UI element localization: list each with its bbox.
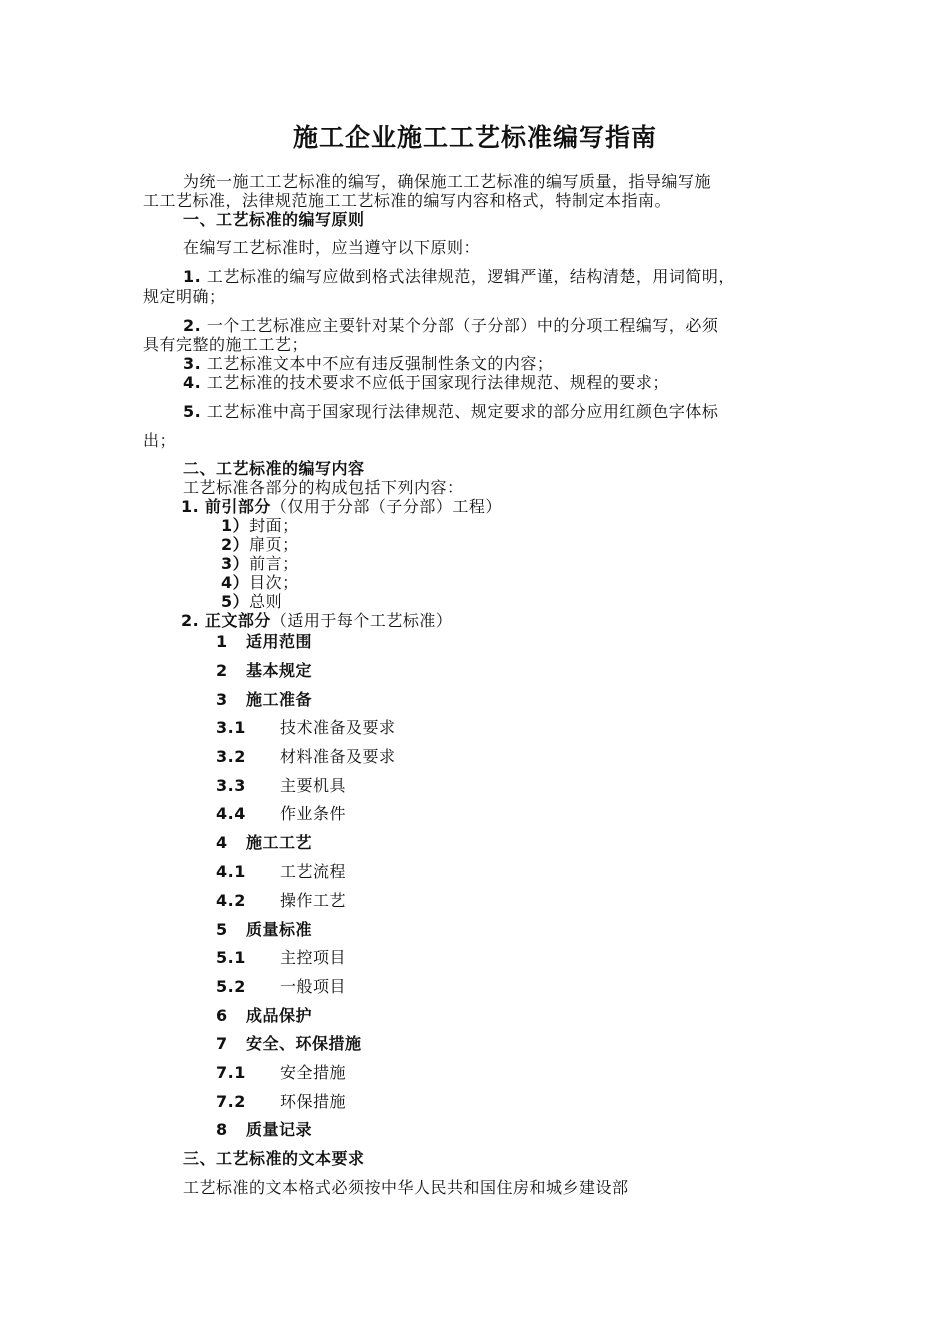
outline-subsection [216,948,346,968]
outline-section [216,1120,312,1140]
part2-note: （适用于每个工艺标准） [270,611,453,630]
outline-section [216,833,312,853]
outline-subsection [216,804,346,824]
section1-lead: 在编写工艺标准时，应当遵守以下原则： [183,238,481,257]
front-item-text: 扉页； [249,535,299,554]
outline-num: 4.2 [216,891,246,910]
front-item [221,535,299,555]
outline-subsection [216,1063,346,1083]
principle-3-num: 3. [183,354,202,373]
front-item-text: 目次； [249,573,299,592]
outline-num: 4.1 [216,862,246,881]
outline-subsection [216,1092,346,1112]
front-item-text: 总则 [249,592,283,611]
outline-text: 工艺流程 [280,862,347,881]
section2-lead: 工艺标准各部分的构成包括下列内容： [183,478,464,497]
document-title: 施工企业施工工艺标准编写指南 [292,123,657,152]
part2-heading [181,611,452,631]
front-item [221,592,282,612]
principle-1-num: 1. [183,267,202,286]
part2-label: 正文部分 [204,611,271,630]
part1-note: （仅用于分部（子分部）工程） [270,497,502,516]
part1-label: 前引部分 [204,497,271,516]
front-item-num: 5） [221,592,250,611]
outline-text: 环保措施 [280,1092,347,1111]
outline-text: 质量标准 [246,920,313,939]
front-item [221,573,299,593]
outline-num: 3.3 [216,776,246,795]
outline-text: 一般项目 [280,977,347,996]
outline-section [216,632,312,652]
outline-text: 施工工艺 [246,833,313,852]
principle-4-text: 工艺标准的技术要求不应低于国家现行法律规范、规程的要求； [206,373,669,392]
outline-text: 主要机具 [280,776,347,795]
front-item-text: 封面； [249,516,299,535]
principle-5-text: 工艺标准中高于国家现行法律规范、规定要求的部分应用红颜色字体标 [206,402,719,421]
outline-num: 7.1 [216,1063,246,1082]
outline-text: 主控项目 [280,948,347,967]
outline-text: 作业条件 [280,804,347,823]
outline-text: 安全措施 [280,1063,347,1082]
part1-heading [181,497,502,517]
outline-subsection [216,776,346,796]
outline-num: 6 [216,1006,228,1025]
part1-num: 1. [181,497,200,516]
outline-section [216,920,312,940]
principle-5-line-2: 出； [143,431,177,450]
principle-2-num: 2. [183,316,202,335]
outline-subsection [216,862,346,882]
principle-1-text: 工艺标准的编写应做到格式法律规范，逻辑严谨，结构清楚，用词简明， [206,267,735,286]
front-item [221,554,299,574]
outline-num: 5.2 [216,977,246,996]
principle-3-text: 工艺标准文本中不应有违反强制性条文的内容； [206,354,554,373]
front-item-text: 前言； [249,554,299,573]
outline-text: 技术准备及要求 [280,718,396,737]
outline-section [216,1006,312,1026]
outline-text: 材料准备及要求 [280,747,396,766]
outline-section [216,690,312,710]
outline-section [216,1034,362,1054]
outline-num: 4.4 [216,804,246,823]
outline-subsection [216,718,396,738]
section1-heading: 一、工艺标准的编写原则 [183,210,365,229]
outline-num: 2 [216,661,228,680]
principle-5-num: 5. [183,402,202,421]
outline-section [216,661,312,681]
outline-num: 7 [216,1034,228,1053]
outline-num: 1 [216,632,228,651]
outline-subsection [216,891,346,911]
outline-text: 成品保护 [246,1006,313,1025]
outline-text: 施工准备 [246,690,313,709]
principle-2-line-1 [183,316,718,336]
section2-heading: 二、工艺标准的编写内容 [183,459,365,478]
principle-2-line-2: 具有完整的施工工艺； [143,335,309,354]
intro-line-1: 为统一施工工艺标准的编写，确保施工工艺标准的编写质量，指导编写施 [183,172,712,191]
outline-num: 7.2 [216,1092,246,1111]
front-item [221,516,299,536]
outline-text: 质量记录 [246,1120,313,1139]
outline-text: 适用范围 [246,632,313,651]
principle-1-line-2: 规定明确； [143,287,226,306]
outline-subsection [216,977,346,997]
front-item-num: 3） [221,554,250,573]
outline-text: 操作工艺 [280,891,347,910]
outline-num: 3 [216,690,228,709]
outline-num: 3.1 [216,718,246,737]
principle-3 [183,354,553,374]
principle-5-line-1 [183,402,718,422]
section3-heading: 三、工艺标准的文本要求 [183,1149,365,1168]
principle-4-num: 4. [183,373,202,392]
principle-1-line-1 [183,267,735,287]
part2-num: 2. [181,611,200,630]
front-item-num: 4） [221,573,250,592]
outline-num: 4 [216,833,228,852]
section3-lead: 工艺标准的文本格式必须按中华人民共和国住房和城乡建设部 [183,1178,629,1197]
outline-num: 5.1 [216,948,246,967]
outline-text: 基本规定 [246,661,313,680]
outline-subsection [216,747,396,767]
outline-num: 5 [216,920,228,939]
front-item-num: 1） [221,516,250,535]
principle-2-text: 一个工艺标准应主要针对某个分部（子分部）中的分项工程编写，必须 [206,316,719,335]
outline-text: 安全、环保措施 [246,1034,362,1053]
principle-4 [183,373,669,393]
intro-line-2: 工工艺标准，法律规范施工工艺标准的编写内容和格式，特制定本指南。 [143,191,672,210]
front-item-num: 2） [221,535,250,554]
outline-num: 8 [216,1120,228,1139]
outline-num: 3.2 [216,747,246,766]
